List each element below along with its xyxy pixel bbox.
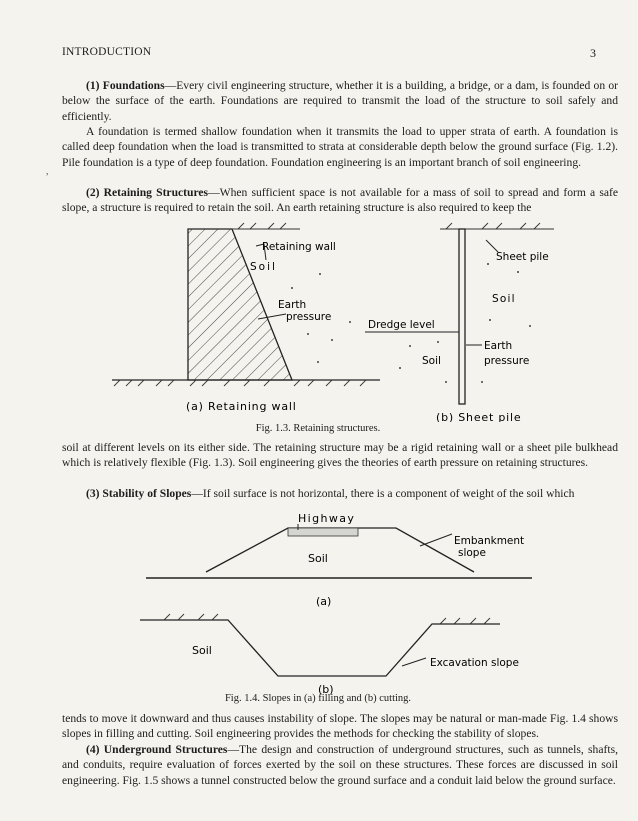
heading-retaining: (2) Retaining Structures — [86, 186, 209, 199]
label-pressure-a: pressure — [286, 311, 332, 323]
chapter-title: INTRODUCTION — [62, 46, 152, 58]
subcaption-fig14a: (a) — [316, 595, 332, 608]
ground-hatch-top-a — [232, 223, 300, 229]
ground-hatch-top-b — [440, 223, 554, 229]
label-earth-b: Earth — [484, 340, 513, 352]
caption-fig-1-4: Fig. 1.4. Slopes in (a) filling and (b) cutting. — [224, 693, 412, 704]
paragraph-retaining — [62, 185, 618, 216]
embankment-leader — [420, 534, 452, 546]
caption-fig-1-3: Fig. 1.3. Retaining structures. — [255, 423, 381, 434]
paragraph-slopes-cont: tends to move it downward and thus causes instability of slope. The slopes may be natural or man-made Fig. 1.4 shows slopes in filling and cutting. Soil engineering provides the methods for checking the stability of slopes. — [62, 712, 618, 741]
excavation-leader — [402, 658, 426, 666]
paragraph-slopes — [62, 486, 618, 501]
heading-underground: (4) Underground Structures — [86, 743, 228, 756]
label-embankment: Embankment — [454, 535, 525, 547]
figure-1-3 — [110, 222, 570, 422]
label-pressure-b: pressure — [484, 355, 530, 367]
label-soil-fig14a: Soil — [308, 552, 328, 565]
label-dredge-level: Dredge level — [368, 319, 435, 331]
label-retaining-wall: Retaining wall — [262, 241, 336, 253]
margin-tick: , — [46, 166, 49, 177]
text-foundations: —Every civil engineering structure, whether it is a building, a bridge, or a dam, is founded on or below the surface of the earth. Foundations are required to transmit the load of the structure to soil safely and efficiently. — [62, 79, 618, 123]
paragraph-underground — [62, 742, 618, 788]
label-sheet-pile: Sheet pile — [496, 251, 549, 263]
ground-hatch-fig14b — [164, 614, 490, 624]
label-soil-fig14b: Soil — [192, 644, 212, 657]
figure-1-4 — [140, 508, 540, 706]
label-soil-b2: Soil — [422, 355, 441, 367]
label-soil-a: Soil — [250, 261, 277, 273]
paragraph-foundation-types: A foundation is termed shallow foundation when it transmits the load to upper strata of earth. A foundation is called deep foundation when the load is transmitted to strata at considerable depth below the ground surface (Fig. 1.2). Pile foundation is a type of deep foundation. Foundation engineering is an important branch of soil engineering. — [62, 125, 618, 169]
subcaption-fig14b: (b) — [318, 683, 334, 696]
label-excavation-slope: Excavation slope — [430, 657, 519, 669]
label-highway: Highway — [298, 512, 356, 525]
label-soil-b: Soil — [492, 293, 516, 305]
subcaption-a-fig13: (a) Retaining wall — [186, 400, 297, 413]
paragraph-retaining-cont: soil at different levels on its either side. The retaining structure may be a rigid retaining wall or a sheet pile bulkhead which is relatively flexible (Fig. 1.3). Soil engineering gives the theories of earth pressure on retaining structures. — [62, 441, 618, 470]
heading-slopes: (3) Stability of Slopes — [86, 487, 192, 500]
ground-hatch-base-a — [114, 380, 366, 386]
page-number: 3 — [590, 46, 596, 60]
label-embankment-slope: slope — [458, 547, 486, 559]
paragraph-foundations — [62, 78, 618, 124]
text-retaining: —When sufficient space is not available for a mass of soil to spread and form a safe slope, a structure is required to retain the soil. An earth retaining structure is also required to keep the — [62, 186, 619, 215]
subcaption-b-fig13: (b) Sheet pile — [436, 411, 522, 422]
text-underground: —The design and construction of underground structures, such as tunnels, shafts, and conduits, require evaluation of forces exerted by the soil on these structures. These forces are discussed in soil engineering. Fig. 1.5 shows a tunnel constructed below the ground surface and a conduit laid below the ground surface. — [62, 743, 618, 787]
text-slopes: —If soil surface is not horizontal, there is a component of weight of the soil which — [191, 487, 575, 500]
sheet-pile — [459, 229, 465, 404]
label-earth-a: Earth — [278, 299, 307, 311]
heading-foundations: (1) Foundations — [86, 79, 165, 92]
